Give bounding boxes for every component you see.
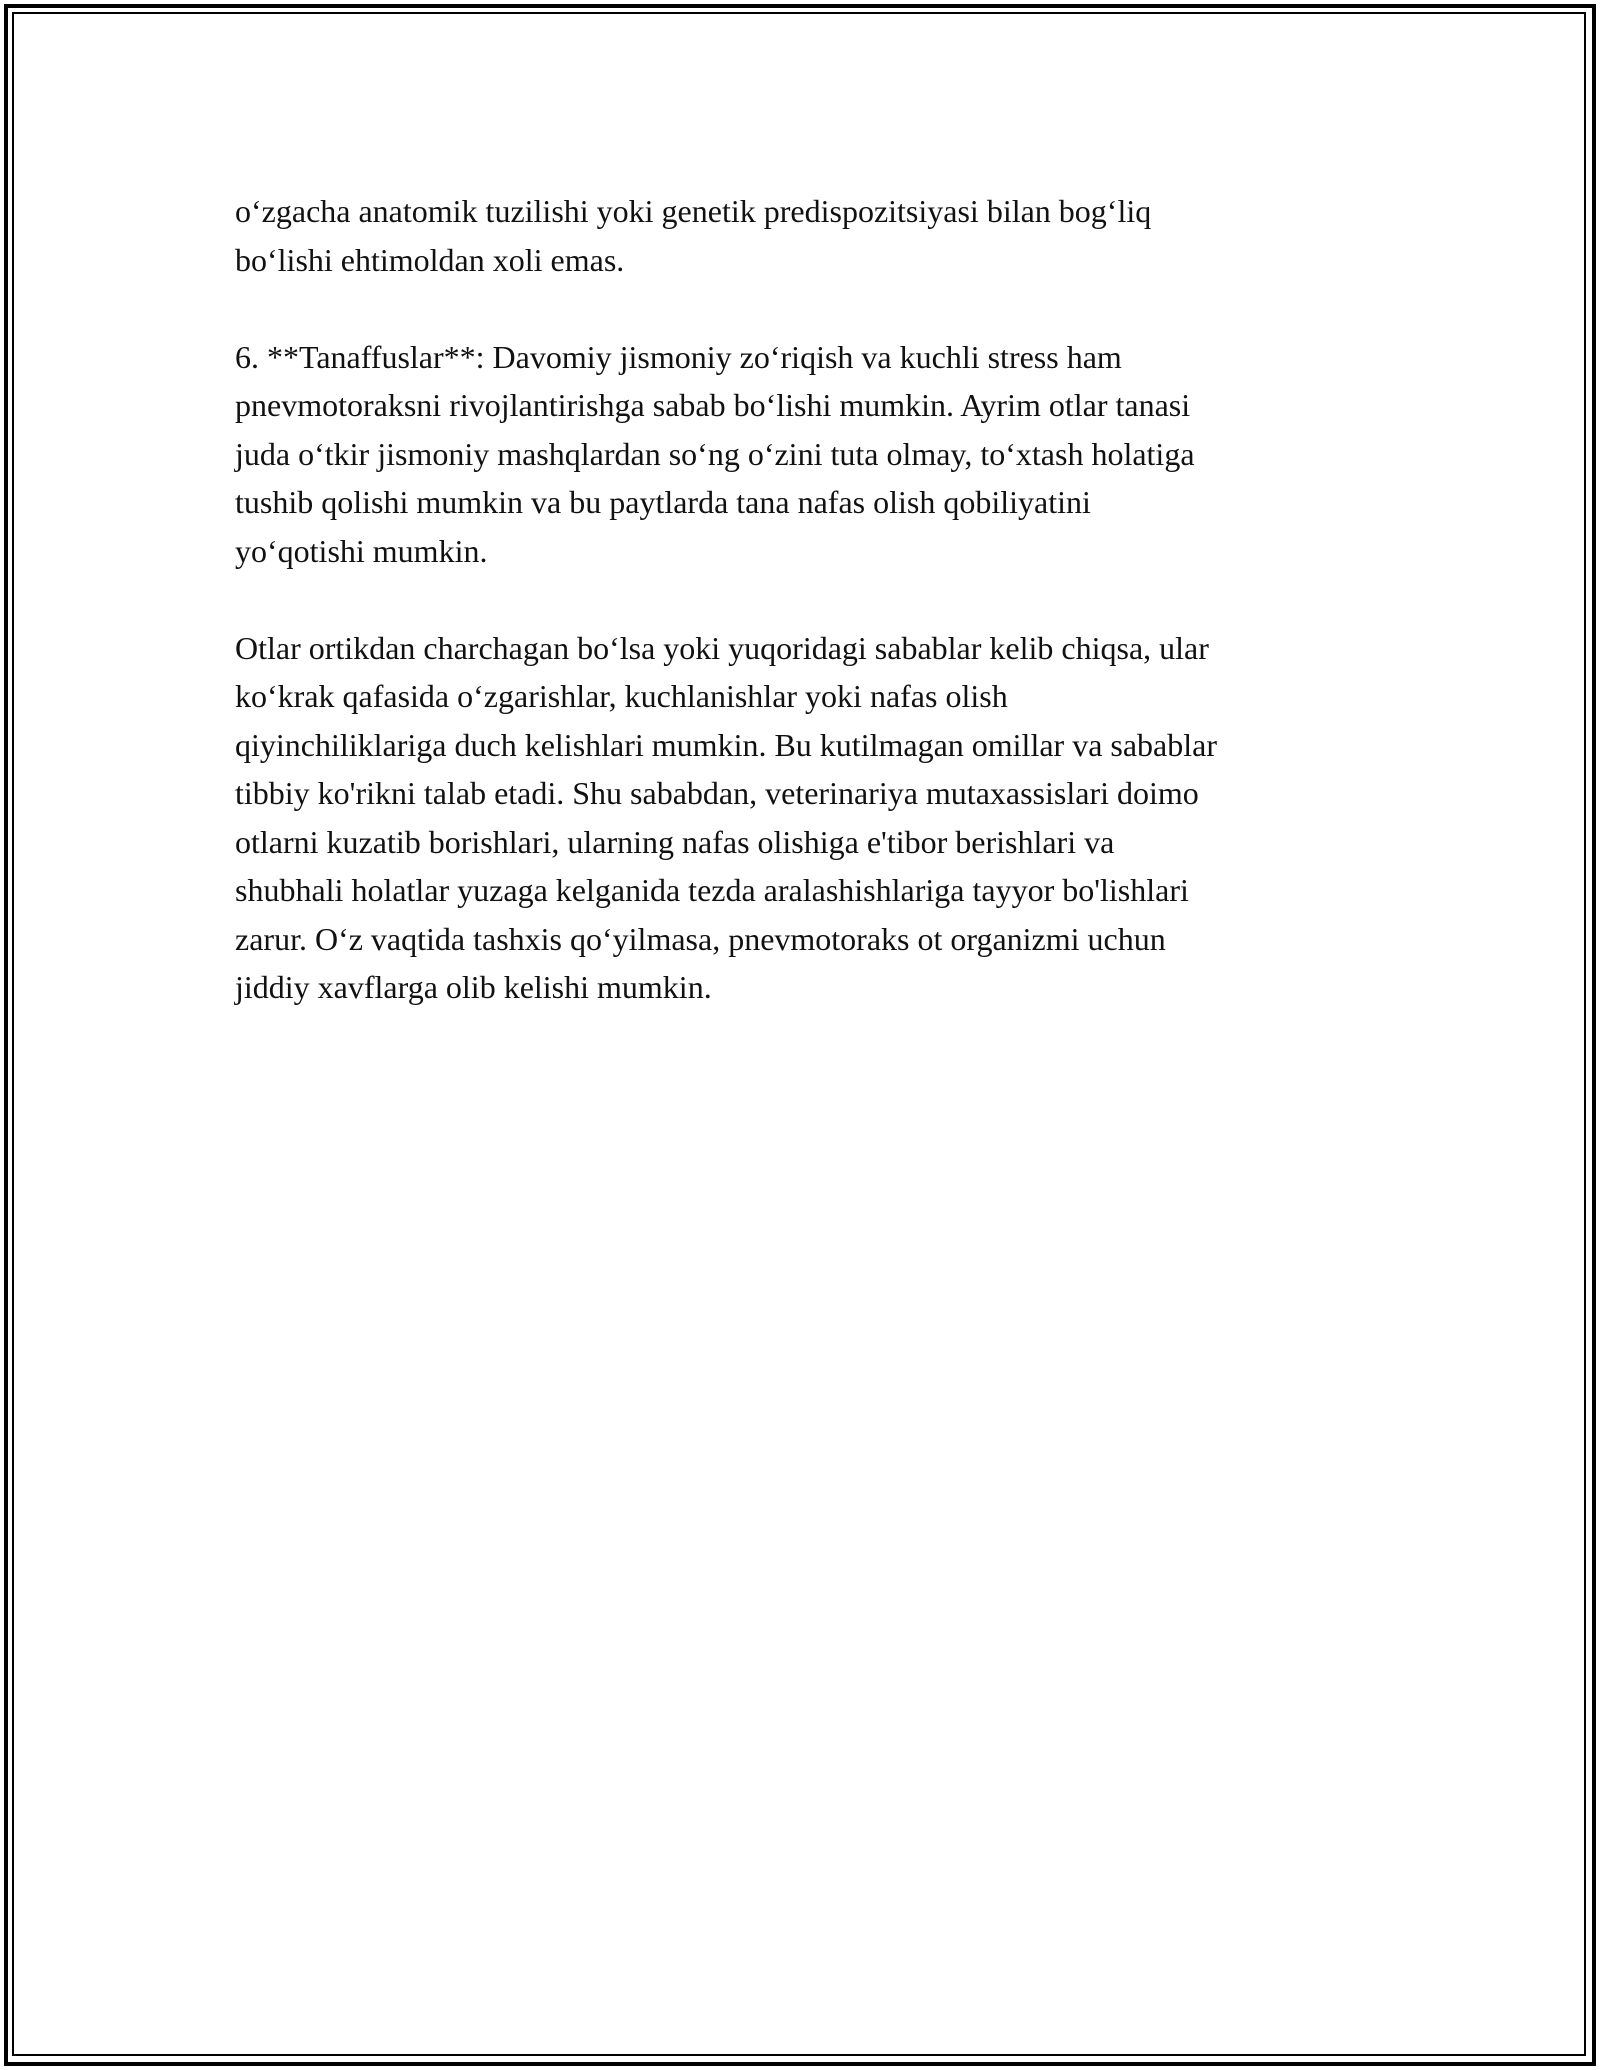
paragraph-tanaffuslar: 6. **Tanaffuslar**: Davomiy jismoniy zo‘riqish va kuchli stress ham pnevmotoraksni rivojlantirishga sabab bo‘lishi mumkin. Ayrim otlar tanasi juda o‘tkir jismoniy mashqlardan so‘ng o‘zini tuta olmay, to‘xtash holatiga tushib qolishi mumkin va bu paytlarda tana nafas olish qobiliyatini yo‘qotishi mumkin. [235, 338, 1195, 569]
paragraph-conclusion: Otlar ortikdan charchagan bo‘lsa yoki yuqoridagi sabablar kelib chiqsa, ular ko‘krak qafasida o‘zgarishlar, kuchlanishlar yoki nafas olish qiyinchiliklariga duch kelishlari mumkin. Bu kutilmagan omillar va sabablar tibbiy ko'rikni talab etadi. Shu sababdan, veterinariya mutaxassislari doimo otlarni kuzatib borishlari, ularning nafas olishiga e'tibor berishlari va shubhali holatlar yuzaga kelganida tezda aralashishlariga tayyor bo'lishlari zarur. O‘z vaqtida tashxis qo‘yilmasa, pnevmotoraks ot organizmi uchun jiddiy xavflarga olib kelishi mumkin. [235, 629, 1217, 1005]
document-body [235, 187, 1375, 1060]
paragraph-continuation: o‘zgacha anatomik tuzilishi yoki genetik predispozitsiyasi bilan bog‘liq bo‘lishi ehtimoldan xoli emas. [235, 193, 1152, 278]
